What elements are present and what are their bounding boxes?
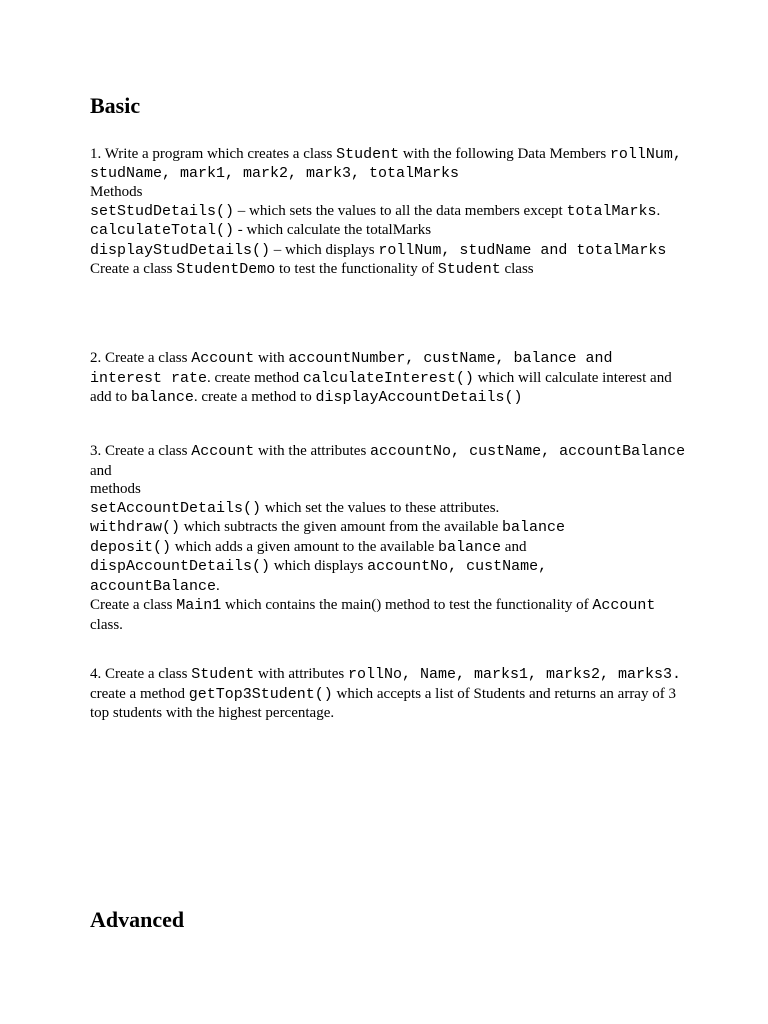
q2-method-calculateinterest: calculateInterest() (302, 369, 474, 387)
q2-method-displayaccountdetails: displayAccountDetails() (315, 389, 523, 406)
q1-demo-class (90, 260, 690, 280)
q3-text: which set the values to these attributes. (261, 499, 500, 516)
heading-advanced: Advanced (90, 907, 185, 932)
q2-line-1 (90, 349, 690, 369)
q1-text: . (656, 202, 661, 219)
q3-method-setaccountdetails (90, 499, 690, 519)
q1-data-members: studName, mark1, mark2, mark3, totalMarks (90, 164, 460, 182)
q2-text: with (254, 350, 289, 366)
question-4 (90, 665, 690, 723)
q3-text: Create a class (90, 597, 177, 613)
q2-member-interestrate: interest rate (90, 369, 208, 387)
q3-method-deposit (90, 538, 690, 558)
q2-members: accountNumber, custName, balance and (288, 350, 613, 367)
q2-text: add to (90, 389, 131, 405)
q3-text: which displays (270, 558, 368, 574)
q3-line-8 (90, 577, 690, 597)
q1-text: to test the functionality of (275, 261, 438, 277)
q3-text: 3. Create a class (90, 443, 192, 459)
q1-text: – which displays (270, 241, 379, 258)
q3-text: which subtracts the given amount from the available (180, 519, 503, 535)
q1-class-student: Student (437, 261, 501, 278)
q3-and: and (90, 462, 112, 479)
q1-method-calculatetotal (90, 221, 690, 241)
q3-method-name: dispAccountDetails() (90, 558, 271, 575)
q2-line-2 (90, 369, 690, 389)
q1-text: Create a class (90, 261, 177, 277)
q4-text: 4. Create a class (90, 666, 192, 682)
q3-text: which contains the main() method to test the functionality of (221, 597, 593, 613)
q4-class-student: Student (191, 666, 255, 683)
q1-text: – which sets the values to all the data members except (234, 202, 567, 219)
q3-method-withdraw (90, 518, 690, 538)
q1-class-studentdemo: StudentDemo (176, 261, 276, 278)
q3-member-balance: balance (502, 519, 566, 536)
q1-method-name: displayStudDetails() (90, 241, 271, 259)
q3-method-name: deposit() (90, 538, 172, 556)
q3-methods-label: methods (90, 481, 141, 497)
q3-member-balance: balance (438, 538, 502, 556)
q1-members-list: rollNum, studName and totalMarks (378, 241, 667, 259)
q4-text: create a method (90, 685, 189, 702)
q1-text: 1. Write a program which creates a class (90, 146, 337, 162)
q3-class-word: class. (90, 616, 123, 633)
q1-method-name: setStudDetails() (90, 202, 235, 220)
q3-text: . (216, 577, 220, 594)
q4-text: with attributes (254, 666, 348, 682)
q4-line-2 (90, 685, 690, 705)
q3-text: and (501, 538, 527, 555)
q3-attributes: accountNo, custName, accountBalance (370, 443, 686, 460)
q4-attributes: rollNo, Name, marks1, marks2, marks3. (347, 666, 682, 683)
q1-class-student: Student (336, 146, 400, 163)
question-2 (90, 349, 690, 408)
q1-text: - which calculate the totalMarks (234, 222, 432, 238)
q1-method-setstuddetails (90, 202, 690, 222)
q3-class-main1: Main1 (176, 597, 222, 614)
q3-method-dispaccountdetails (90, 557, 690, 577)
q1-line-1 (90, 145, 690, 165)
q3-text: with the attributes (254, 443, 371, 459)
question-3 (90, 442, 690, 634)
q3-class-account: Account (592, 597, 656, 614)
q1-method-displaystuddetails (90, 241, 690, 261)
q1-text: class (500, 261, 534, 277)
q1-text: with the following Data Members (399, 146, 610, 162)
q4-line-1 (90, 665, 690, 685)
q3-method-name: withdraw() (90, 519, 181, 536)
q3-member-accountbalance: accountBalance (90, 577, 217, 595)
q3-members-list: accountNo, custName, (367, 558, 548, 575)
q1-member-totalmarks: totalMarks (566, 202, 657, 220)
q3-class-account: Account (191, 443, 255, 460)
q1-member-rollnum: rollNum, (609, 146, 682, 163)
q4-method-gettop3student: getTop3Student() (188, 685, 333, 703)
q3-method-name: setAccountDetails() (90, 499, 262, 517)
heading-basic: Basic (90, 93, 141, 118)
q4-text: which accepts a list of Students and returns an array of 3 (332, 685, 676, 702)
q2-text: . create a method to (193, 389, 316, 405)
q1-method-name: calculateTotal() (90, 222, 235, 239)
q3-text: which adds a given amount to the available (171, 538, 439, 555)
q2-member-balance: balance (130, 389, 194, 406)
question-1 (90, 145, 690, 280)
q2-text: which will calculate interest and (473, 369, 672, 386)
q4-line-3: top students with the highest percentage. (90, 705, 335, 721)
q2-text: . create method (207, 369, 303, 386)
q2-class-account: Account (191, 350, 255, 367)
q2-text: 2. Create a class (90, 350, 192, 366)
q1-methods-label: Methods (90, 184, 143, 200)
q3-line-1 (90, 442, 690, 462)
q2-line-3 (90, 388, 690, 408)
q3-main-class (90, 596, 690, 616)
